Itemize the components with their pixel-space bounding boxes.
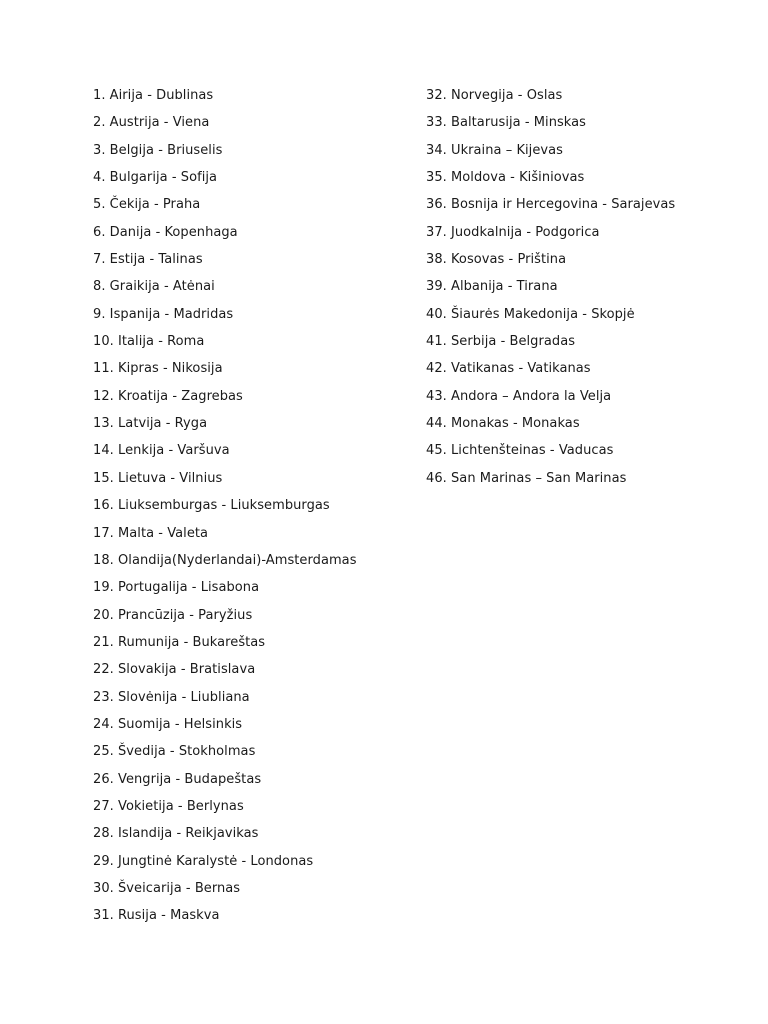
list-item: 45. Lichtenšteinas - Vaducas: [426, 443, 614, 459]
list-item: 39. Albanija - Tirana: [426, 279, 558, 295]
list-item: 40. Šiaurės Makedonija - Skopjė: [426, 306, 635, 322]
list-item: 27. Vokietija - Berlynas: [93, 798, 244, 814]
list-item: 15. Lietuva - Vilnius: [93, 470, 223, 486]
list-item: 34. Ukraina – Kijevas: [426, 142, 563, 158]
list-item: 28. Islandija - Reikjavikas: [93, 826, 259, 842]
list-item: 41. Serbija - Belgradas: [426, 334, 576, 350]
list-item: 20. Prancūzija - Paryžius: [93, 607, 253, 623]
list-item: 10. Italija - Roma: [93, 334, 205, 350]
list-item: 17. Malta - Valeta: [93, 525, 209, 541]
list-item: 43. Andora – Andora la Velja: [426, 388, 612, 404]
list-item: 5. Čekija - Praha: [93, 197, 201, 213]
list-item: 33. Baltarusija - Minskas: [426, 115, 586, 131]
list-item: 19. Portugalija - Lisabona: [93, 580, 260, 596]
list-item: 42. Vatikanas - Vatikanas: [426, 361, 591, 377]
list-item: 37. Juodkalnija - Podgorica: [426, 224, 600, 240]
list-item: 2. Austrija - Viena: [93, 115, 210, 131]
list-item: 24. Suomija - Helsinkis: [93, 716, 243, 732]
list-item: 38. Kosovas - Priština: [426, 252, 567, 268]
list-item: 11. Kipras - Nikosija: [93, 361, 223, 377]
list-item: 18. Olandija(Nyderlandai)-Amsterdamas: [93, 552, 357, 568]
list-item: 7. Estija - Talinas: [93, 252, 203, 268]
list-item: 35. Moldova - Kišiniovas: [426, 170, 585, 186]
list-item: 29. Jungtinė Karalystė - Londonas: [93, 853, 314, 869]
list-item: 3. Belgija - Briuselis: [93, 142, 223, 158]
capitals-list-left: [93, 86, 413, 934]
list-item: 14. Lenkija - Varšuva: [93, 443, 230, 459]
list-item: 21. Rumunija - Bukareštas: [93, 634, 266, 650]
list-item: 16. Liuksemburgas - Liuksemburgas: [93, 498, 330, 514]
list-item: 46. San Marinas – San Marinas: [426, 470, 627, 486]
list-item: 22. Slovakija - Bratislava: [93, 662, 256, 678]
list-item: 44. Monakas - Monakas: [426, 416, 580, 432]
list-item: 4. Bulgarija - Sofija: [93, 170, 218, 186]
capitals-list-right: [426, 86, 746, 496]
list-item: 31. Rusija - Maskva: [93, 908, 220, 924]
list-item: 9. Ispanija - Madridas: [93, 306, 234, 322]
list-item: 6. Danija - Kopenhaga: [93, 224, 238, 240]
list-item: 36. Bosnija ir Hercegovina - Sarajevas: [426, 197, 676, 213]
list-item: 1. Airija - Dublinas: [93, 88, 214, 103]
list-item: 32. Norvegija - Oslas: [426, 88, 563, 103]
list-item: 12. Kroatija - Zagrebas: [93, 388, 243, 404]
list-item: 23. Slovėnija - Liubliana: [93, 689, 250, 705]
list-item: 25. Švedija - Stokholmas: [93, 744, 256, 760]
list-item: 30. Šveicarija - Bernas: [93, 880, 241, 896]
list-item: 13. Latvija - Ryga: [93, 416, 208, 432]
list-item: 26. Vengrija - Budapeštas: [93, 771, 262, 787]
list-item: 8. Graikija - Atėnai: [93, 279, 215, 295]
